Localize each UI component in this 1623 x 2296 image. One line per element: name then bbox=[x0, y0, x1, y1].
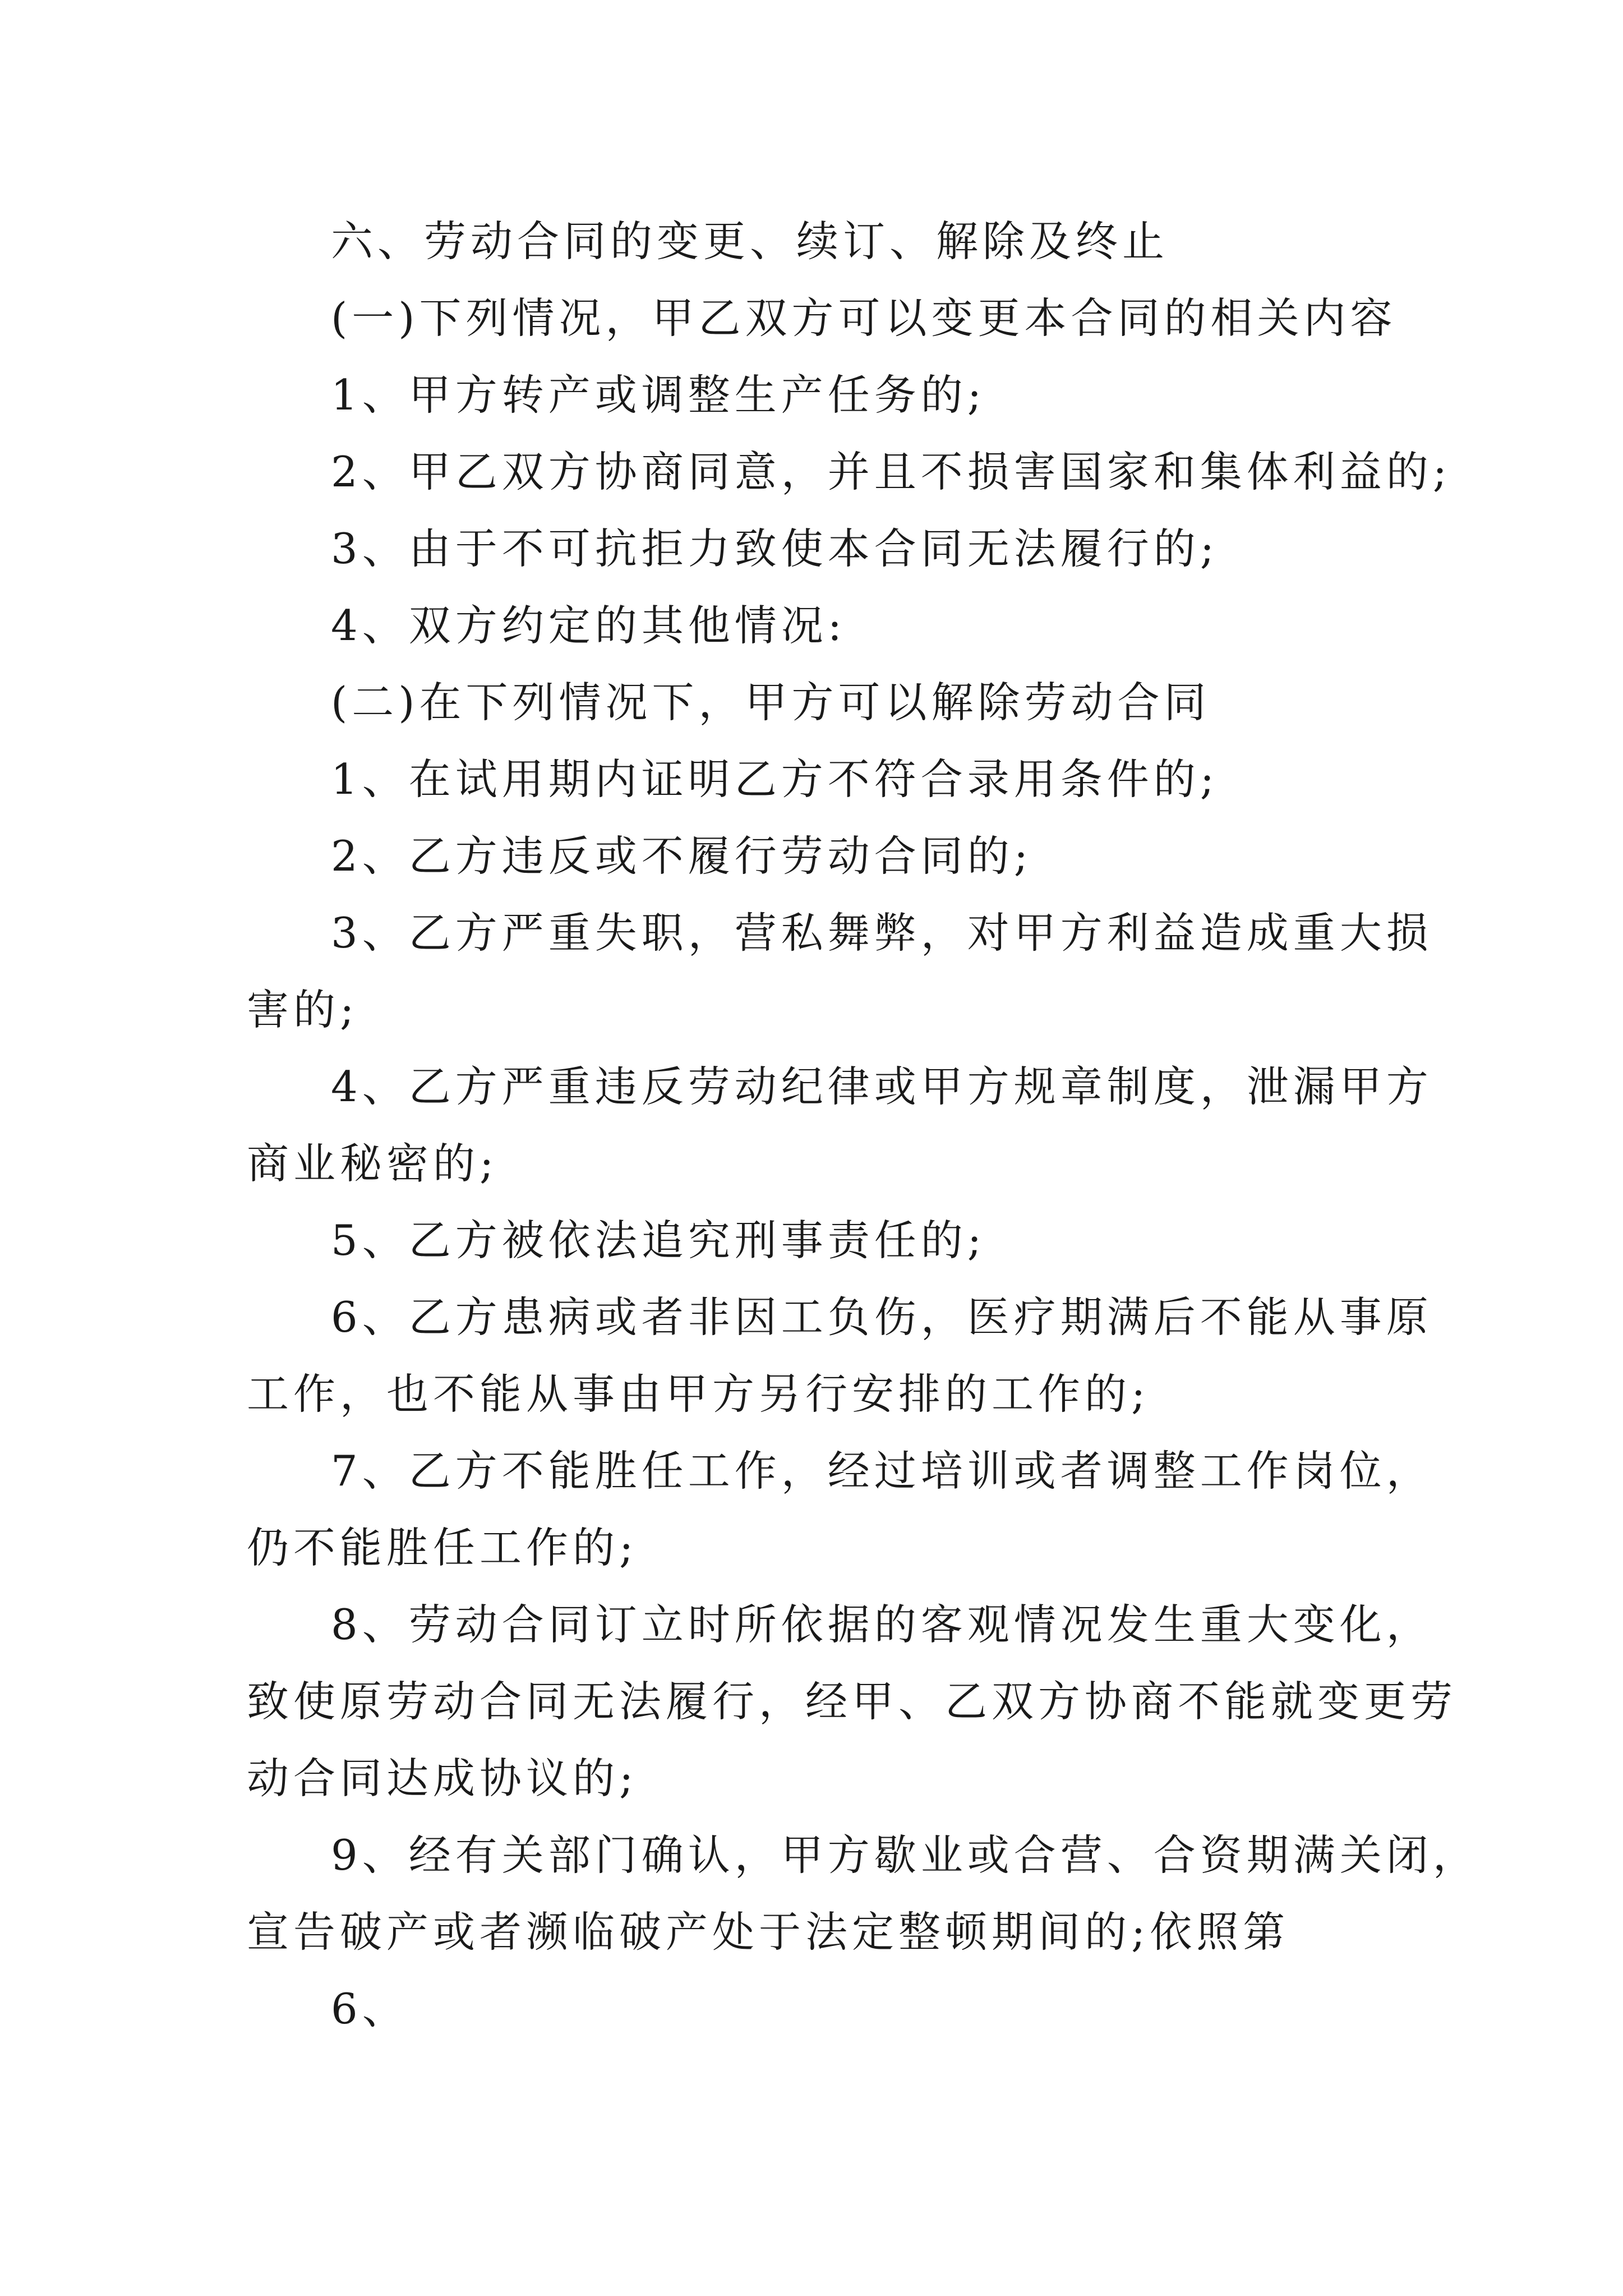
part1-item-3: 3、由于不可抗拒力致使本合同无法履行的; bbox=[331, 524, 1219, 573]
part2-item-9-line-1: 9、经有关部门确认，甲方歇业或合营、合资期满关闭， bbox=[331, 1830, 1479, 1880]
part2-heading: (二)在下列情况下，甲方可以解除劳动合同 bbox=[331, 678, 1211, 727]
part2-item-1: 1、在试用期内证明乙方不符合录用条件的; bbox=[331, 754, 1219, 804]
part2-item-3-line-1: 3、乙方严重失职，营私舞弊，对甲方利益造成重大损 bbox=[331, 908, 1433, 958]
part2-item-4-line-2: 商业秘密的; bbox=[247, 1139, 499, 1188]
part2-item-8-line-3: 动合同达成协议的; bbox=[247, 1754, 638, 1803]
section-heading: 六、劳动合同的变更、续订、解除及终止 bbox=[331, 217, 1169, 266]
part1-heading: (一)下列情况，甲乙双方可以变更本合同的相关内容 bbox=[331, 293, 1397, 343]
part2-item-7-line-2: 仍不能胜任工作的; bbox=[247, 1523, 638, 1572]
part2-item-6-line-2: 工作，也不能从事由甲方另行安排的工作的; bbox=[247, 1369, 1150, 1419]
part2-item-8-line-2: 致使原劳动合同无法履行，经甲、乙双方协商不能就变更劳 bbox=[247, 1677, 1458, 1726]
part2-item-5: 5、乙方被依法追究刑事责任的; bbox=[331, 1216, 986, 1265]
part1-item-1: 1、甲方转产或调整生产任务的; bbox=[331, 370, 986, 420]
part2-item-10-start: 6、 bbox=[331, 1984, 409, 2033]
part2-item-2: 2、乙方违反或不履行劳动合同的; bbox=[331, 831, 1032, 881]
part1-item-4: 4、双方约定的其他情况: bbox=[331, 601, 846, 650]
part2-item-6-line-1: 6、乙方患病或者非因工负伤，医疗期满后不能从事原 bbox=[331, 1292, 1433, 1342]
part2-item-7-line-1: 7、乙方不能胜任工作，经过培训或者调整工作岗位， bbox=[331, 1446, 1433, 1496]
part2-item-9-line-2: 宣告破产或者濒临破产处于法定整顿期间的;依照第 bbox=[247, 1907, 1290, 1957]
part2-item-3-line-2: 害的; bbox=[247, 985, 359, 1034]
part2-item-8-line-1: 8、劳动合同订立时所依据的客观情况发生重大变化， bbox=[331, 1600, 1433, 1649]
part2-item-4-line-1: 4、乙方严重违反劳动纪律或甲方规章制度，泄漏甲方 bbox=[331, 1062, 1433, 1111]
part1-item-2: 2、甲乙双方协商同意，并且不损害国家和集体利益的; bbox=[331, 447, 1451, 496]
